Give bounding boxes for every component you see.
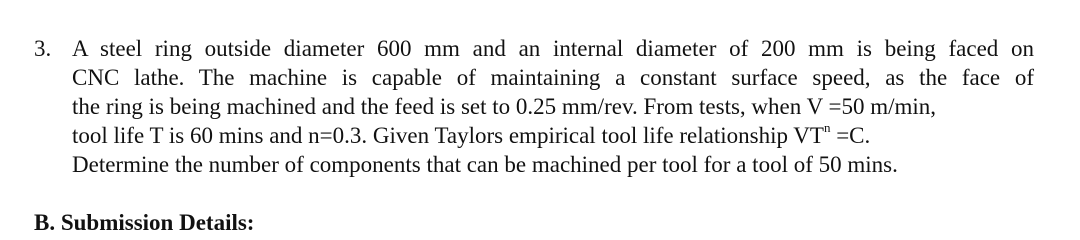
question-line-4 xyxy=(72,121,1034,150)
question-line-5: Determine the number of components that can be machined per tool for a tool of 50 mins. xyxy=(72,152,898,177)
question-number: 3. xyxy=(34,36,52,61)
question-line-1: A steel ring outside diameter 600 mm and an internal diameter of 200 mm is being faced on xyxy=(72,36,1034,61)
question-line-3: the ring is being machined and the feed is set to 0.25 mm/rev. From tests, when V =50 m/min, xyxy=(72,94,937,119)
question-text xyxy=(72,34,1034,179)
question-line-4-tail: =C. xyxy=(830,123,871,148)
question-line-2: CNC lathe. The machine is capable of maintaining a constant surface speed, as the face of xyxy=(72,65,1034,90)
taylor-exponent: n xyxy=(823,120,831,136)
question-line-4-text: tool life T is 60 mins and n=0.3. Given Taylors empirical tool life relationship VT xyxy=(72,123,824,148)
section-heading-submission: B. Submission Details: xyxy=(34,210,255,235)
